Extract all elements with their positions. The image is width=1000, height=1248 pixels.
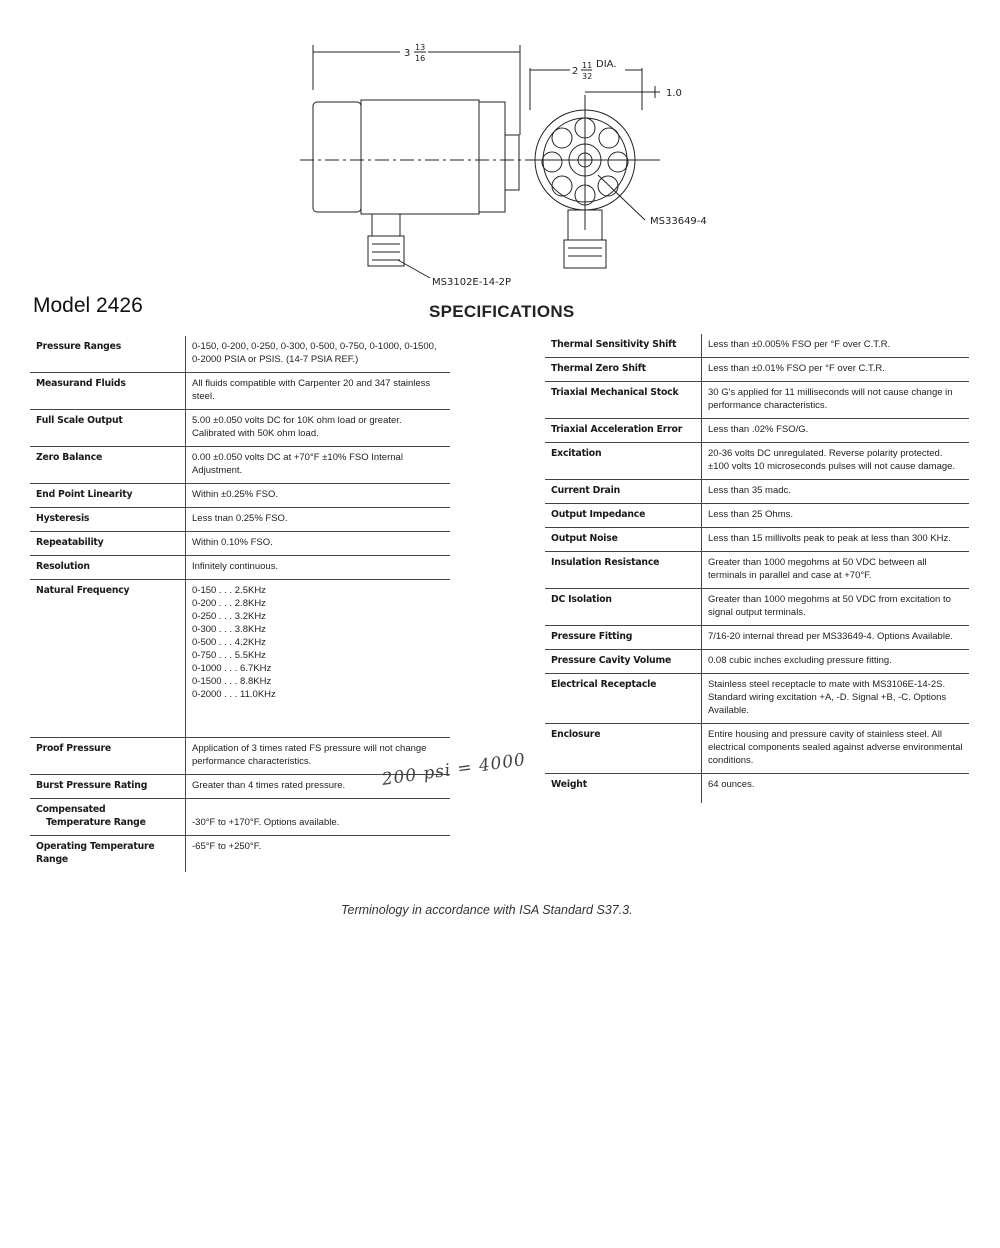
frequency-line: 0-500 . . . 4.2KHz xyxy=(192,637,266,648)
receptacle-neck xyxy=(372,214,400,236)
spec-label: Resolution xyxy=(36,561,90,572)
spec-label: Excitation xyxy=(551,448,602,459)
model-title: Model 2426 xyxy=(33,294,143,317)
footnote: Terminology in accordance with ISA Standard S37.3. xyxy=(341,903,633,917)
spec-row xyxy=(545,724,969,774)
spec-row xyxy=(545,382,969,419)
offset-label: 1.0 xyxy=(666,88,682,99)
spec-label: Pressure Fitting xyxy=(551,631,633,642)
spec-value: Less than ±0.01% FSO per °F over C.T.R. xyxy=(702,358,970,382)
spec-value: 20-36 volts DC unregulated. Reverse polarity protected. ±100 volts 10 microseconds pulses will not cause damage. xyxy=(702,443,970,480)
dia-denominator: 32 xyxy=(582,72,593,81)
spec-label: Weight xyxy=(551,779,587,790)
spec-value: 0-150, 0-200, 0-250, 0-300, 0-500, 0-750, 0-1000, 0-1500, 0-2000 PSIA or PSIS. (14-7 PSIA REF.) xyxy=(186,336,451,373)
frequency-line: 0-2000 . . . 11.0KHz xyxy=(192,689,276,700)
frequency-line: 0-750 . . . 5.5KHz xyxy=(192,650,266,661)
spec-value: Greater than 1000 megohms at 50 VDC between all terminals in parallel and case at +70°F. xyxy=(702,552,970,589)
spec-row xyxy=(545,504,969,528)
spec-label: Insulation Resistance xyxy=(551,557,660,568)
spec-value: 5.00 ±0.050 volts DC for 10K ohm load or greater. Calibrated with 50K ohm load. xyxy=(186,410,451,447)
frequency-line: 0-200 . . . 2.8KHz xyxy=(192,598,266,609)
spec-label: Enclosure xyxy=(551,729,601,740)
natural-frequency-values xyxy=(186,580,451,738)
spec-label: Triaxial Mechanical Stock xyxy=(551,387,679,398)
spec-label: Burst Pressure Rating xyxy=(36,780,148,791)
spec-label: Repeatability xyxy=(36,537,104,548)
spec-value: Application of 3 times rated FS pressure will not change performance characteristics. xyxy=(186,738,451,775)
spec-row xyxy=(30,336,450,373)
spec-label: Zero Balance xyxy=(36,452,103,463)
fitting-callout: MS33649-4 xyxy=(650,216,707,227)
spec-label: Proof Pressure xyxy=(36,743,111,754)
body-housing xyxy=(361,100,479,214)
spec-label: Current Drain xyxy=(551,485,620,496)
spec-value: 7/16-20 internal thread per MS33649-4. Options Available. xyxy=(702,626,970,650)
dia-suffix: DIA. xyxy=(596,59,617,70)
spec-value: 0.00 ±0.050 volts DC at +70°F ±10% FSO Internal Adjustment. xyxy=(186,447,451,484)
spec-value: Greater than 1000 megohms at 50 VDC from excitation to signal output terminals. xyxy=(702,589,970,626)
spec-label: Output Noise xyxy=(551,533,618,544)
spec-value: Greater than 4 times rated pressure. xyxy=(186,775,451,799)
spec-row xyxy=(30,799,450,836)
length-denominator: 16 xyxy=(415,54,426,63)
receptacle-leader xyxy=(398,260,430,278)
spec-row xyxy=(545,358,969,382)
spec-label-line-1: Compensated xyxy=(36,804,106,815)
spec-value: Less than .02% FSO/G. xyxy=(702,419,970,443)
pressure-port xyxy=(505,135,519,190)
spec-value: 30 G's applied for 11 milliseconds will not cause change in performance characteristics. xyxy=(702,382,970,419)
spec-row xyxy=(545,552,969,589)
spec-row xyxy=(545,334,969,358)
spec-row xyxy=(30,373,450,410)
spec-value: All fluids compatible with Carpenter 20 and 347 stainless steel. xyxy=(186,373,451,410)
spec-row xyxy=(545,480,969,504)
frequency-line: 0-1500 . . . 8.8KHz xyxy=(192,676,272,687)
spec-label-two-line xyxy=(30,799,186,836)
spec-label: DC Isolation xyxy=(551,594,612,605)
spec-label: Thermal Sensitivity Shift xyxy=(551,339,677,350)
length-whole: 3 xyxy=(404,48,411,59)
spec-value: Entire housing and pressure cavity of stainless steel. All electrical components sealed against adverse environmental conditions. xyxy=(702,724,970,774)
spec-value: Within 0.10% FSO. xyxy=(186,532,451,556)
spec-label: Pressure Cavity Volume xyxy=(551,655,672,666)
length-numerator: 13 xyxy=(415,43,426,52)
spec-row xyxy=(545,589,969,626)
spec-label: Measurand Fluids xyxy=(36,378,126,389)
spec-label: Thermal Zero Shift xyxy=(551,363,646,374)
spec-row xyxy=(30,410,450,447)
spec-row xyxy=(30,836,450,873)
spec-row xyxy=(30,580,450,738)
spec-value: -30°F to +170°F. Options available. xyxy=(186,799,451,836)
spec-value: Infinitely continuous. xyxy=(186,556,451,580)
body-rear-ring xyxy=(479,102,505,212)
spec-label: Electrical Receptacle xyxy=(551,679,657,690)
spec-value: -65°F to +250°F. xyxy=(186,836,451,873)
left-spec-table xyxy=(30,336,450,872)
spec-row xyxy=(30,532,450,556)
spec-value: Less than 15 millivolts peak to peak at less than 300 KHz. xyxy=(702,528,970,552)
frequency-line: 0-300 . . . 3.8KHz xyxy=(192,624,266,635)
spec-label: Hysteresis xyxy=(36,513,90,524)
spec-row xyxy=(545,528,969,552)
spec-value: Less tnan 0.25% FSO. xyxy=(186,508,451,532)
spec-row xyxy=(30,447,450,484)
spec-label: Pressure Ranges xyxy=(36,341,122,352)
spec-row xyxy=(30,508,450,532)
spec-value: Less than 35 madc. xyxy=(702,480,970,504)
right-spec-table xyxy=(545,334,969,803)
spec-row xyxy=(545,674,969,724)
spec-value: Stainless steel receptacle to mate with MS3106E-14-2S. Standard wiring excitation +A, -D. Signal +B, -C. Options Available. xyxy=(702,674,970,724)
frequency-line: 0-150 . . . 2.5KHz xyxy=(192,585,266,596)
spec-row xyxy=(545,443,969,480)
receptacle-body xyxy=(368,236,404,266)
spec-label: Natural Frequency xyxy=(36,585,130,596)
specifications-heading: SPECIFICATIONS xyxy=(429,302,575,321)
spec-row xyxy=(30,556,450,580)
spec-value: 64 ounces. xyxy=(702,774,970,804)
dia-whole: 2 xyxy=(572,66,579,77)
spec-row xyxy=(30,484,450,508)
spec-value: 0.08 cubic inches excluding pressure fitting. xyxy=(702,650,970,674)
handwritten-note: 200 psi = 4000 xyxy=(380,749,528,790)
dia-numerator: 11 xyxy=(582,61,593,70)
end-view-receptacle-body xyxy=(564,240,606,268)
spec-row xyxy=(545,419,969,443)
receptacle-callout: MS3102E-14-2P xyxy=(432,277,512,288)
spec-label: End Point Linearity xyxy=(36,489,133,500)
spec-label: Triaxial Acceleration Error xyxy=(551,424,683,435)
frequency-line: 0-1000 . . . 6.7KHz xyxy=(192,663,272,674)
spec-value: Within ±0.25% FSO. xyxy=(186,484,451,508)
spec-value: Less than 25 Ohms. xyxy=(702,504,970,528)
spec-label: Operating Temperature Range xyxy=(36,841,155,865)
body-end-cap xyxy=(313,102,361,212)
spec-label: Output Impedance xyxy=(551,509,646,520)
transducer-drawing xyxy=(280,30,760,290)
spec-row xyxy=(545,626,969,650)
spec-row xyxy=(545,650,969,674)
frequency-line: 0-250 . . . 3.2KHz xyxy=(192,611,266,622)
spec-value: Less than ±0.005% FSO per °F over C.T.R. xyxy=(702,334,970,358)
spec-row xyxy=(545,774,969,804)
spec-label-line-2: Temperature Range xyxy=(46,817,146,828)
spec-label: Full Scale Output xyxy=(36,415,123,426)
